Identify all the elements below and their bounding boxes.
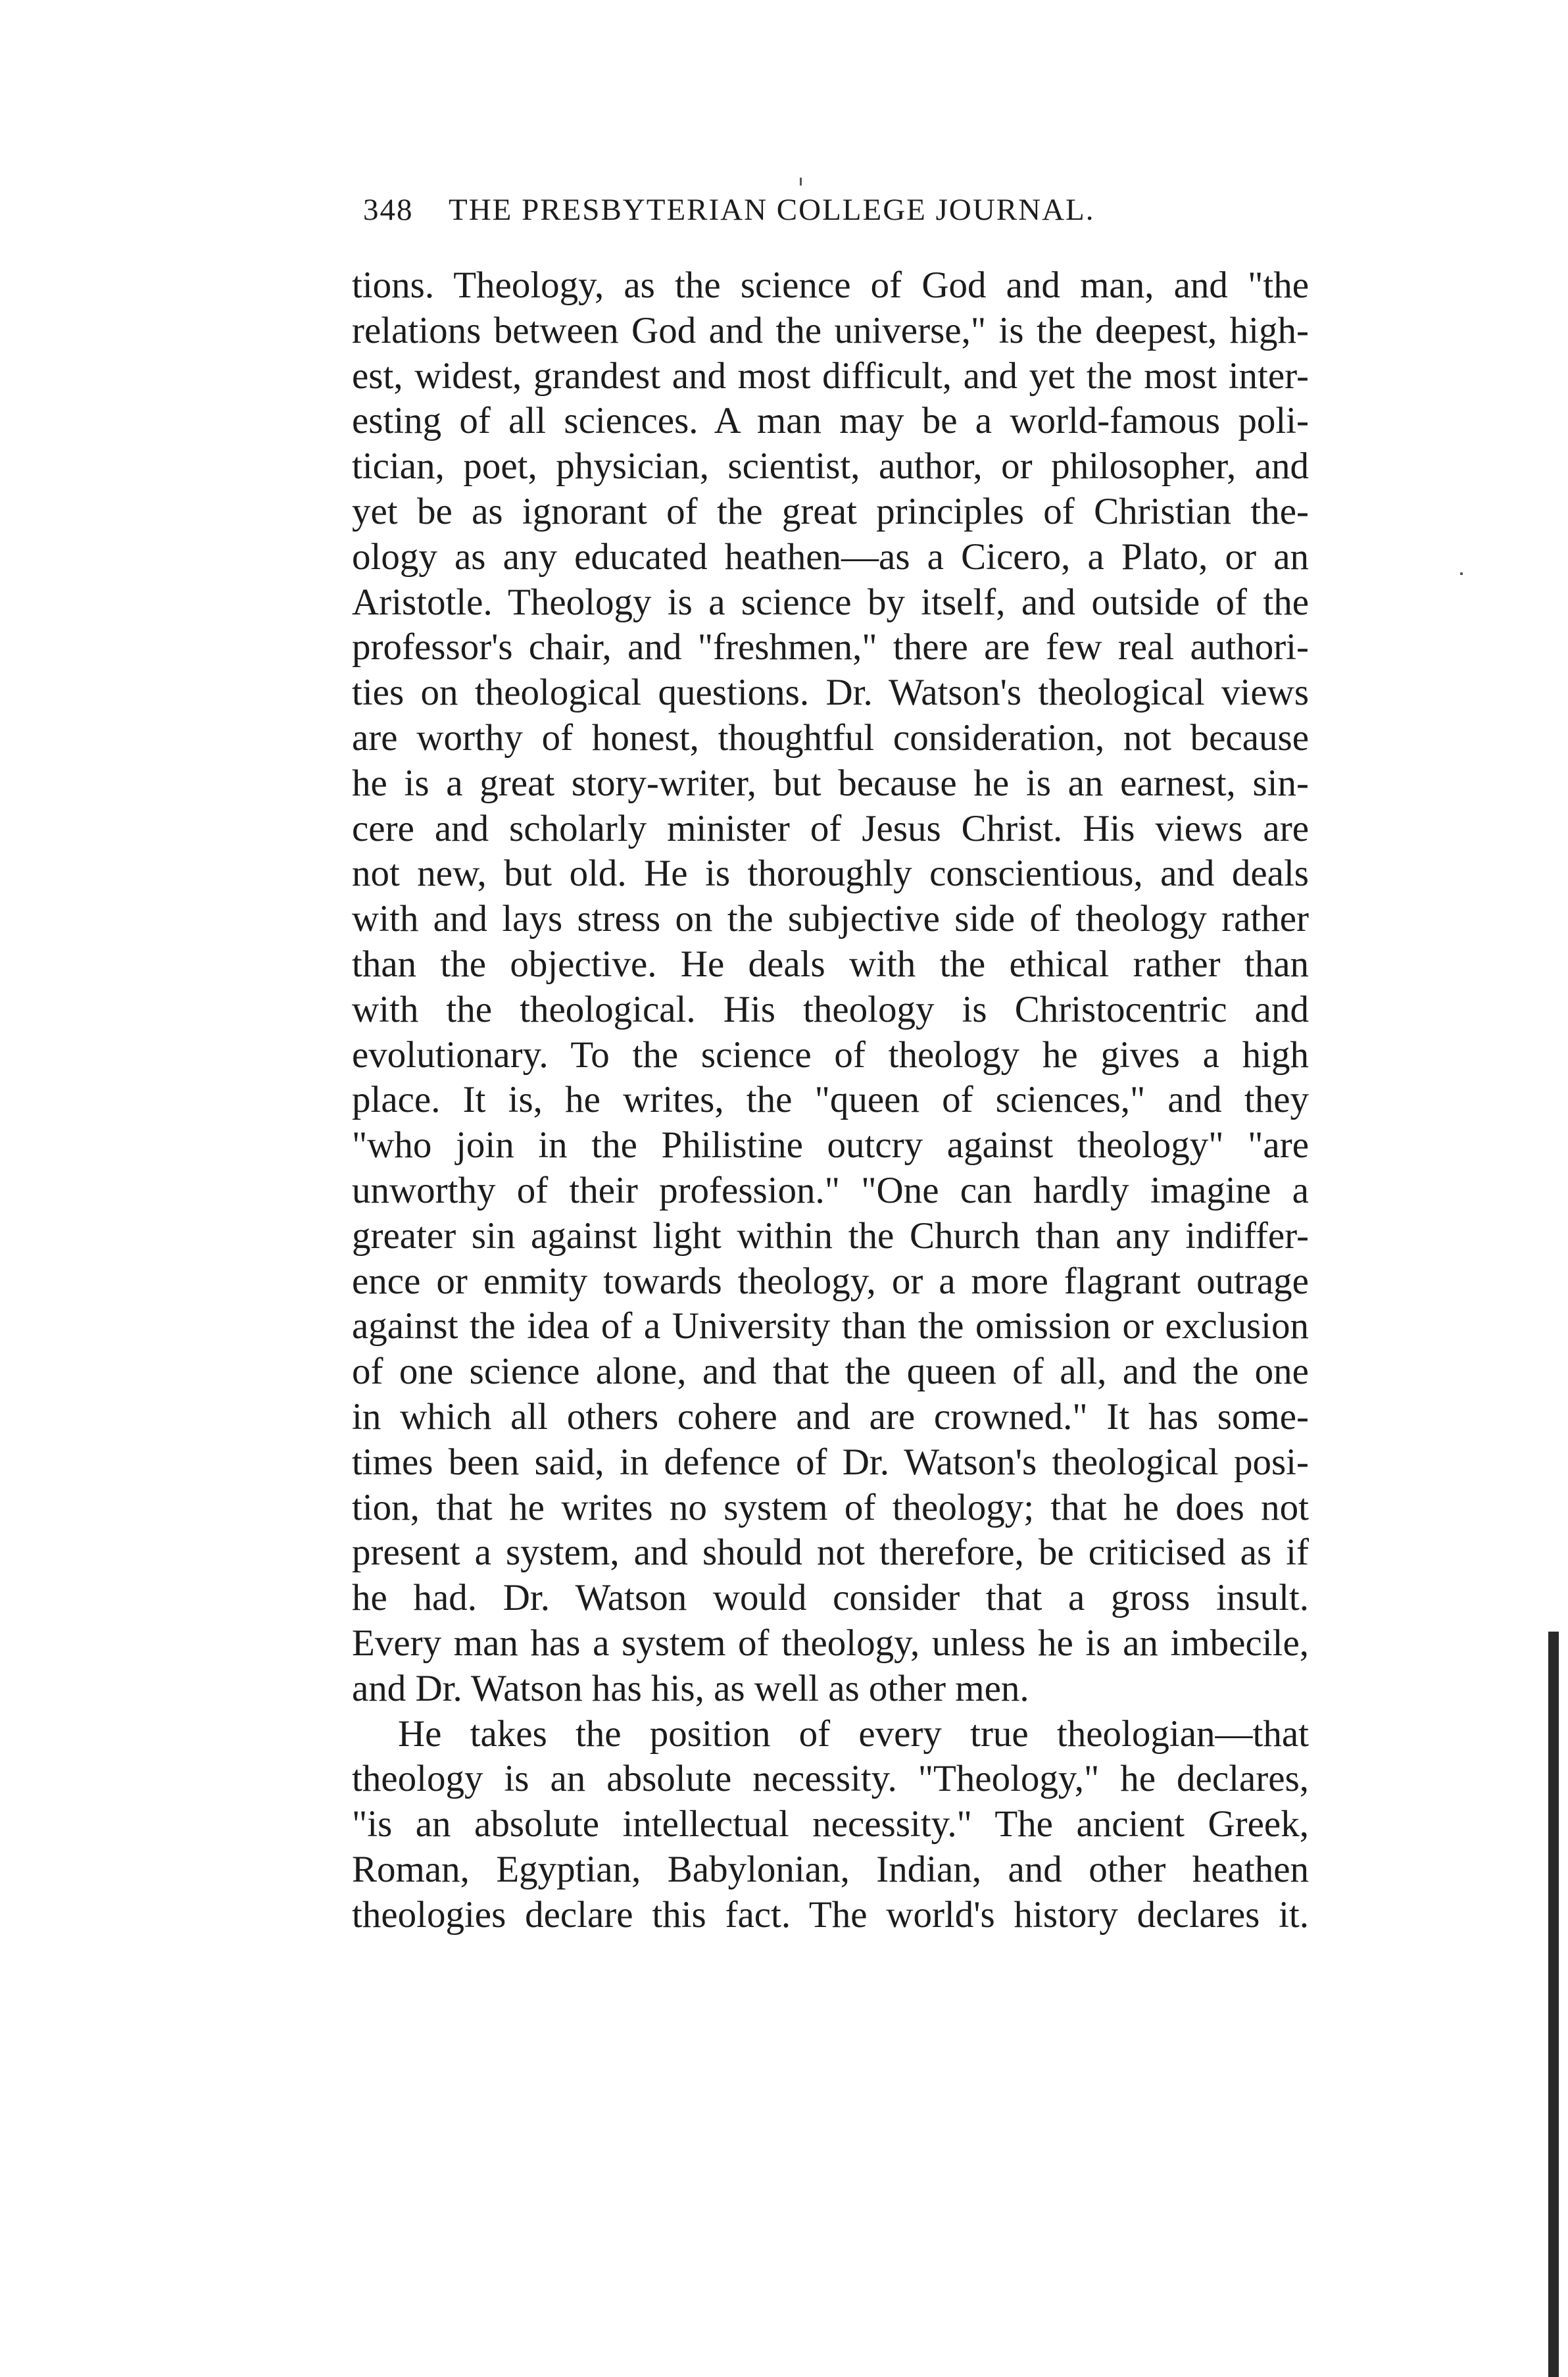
text-line: with the theological. His theology is Christocentric and (352, 988, 1309, 1030)
text-line: tions. Theology, as the science of God and man, and "the (352, 264, 1309, 306)
text-line: he is a great story-writer, but because he is an earnest, sin- (352, 762, 1309, 804)
text-line: times been said, in defence of Dr. Watson's theological posi- (352, 1441, 1309, 1483)
text-line: Every man has a system of theology, unless he is an imbecile, (352, 1622, 1309, 1664)
text-line: greater sin against light within the Church than any indiffer- (352, 1214, 1309, 1257)
text-line: yet be as ignorant of the great principles of Christian the- (352, 490, 1309, 532)
text-line: evolutionary. To the science of theology he gives a high (352, 1034, 1309, 1076)
text-line: present a system, and should not therefore, be criticised as if (352, 1532, 1309, 1574)
text-line: tician, poet, physician, scientist, author, or philosopher, and (352, 445, 1309, 488)
text-line: professor's chair, and "freshmen," there are few real authori- (352, 626, 1309, 668)
text-line: theologies declare this fact. The world's history declares it. (352, 1893, 1309, 1936)
paragraph-start-line: He takes the position of every true theologian—that (398, 1713, 1309, 1755)
text-line: against the idea of a University than the omission or exclusion (352, 1305, 1309, 1347)
text-line: est, widest, grandest and most difficult, and yet the most inter- (352, 355, 1309, 397)
print-mark (800, 178, 802, 186)
text-line: ties on theological questions. Dr. Watson's theological views (352, 672, 1309, 714)
text-line: cere and scholarly minister of Jesus Christ. His views are (352, 807, 1309, 849)
text-line: he had. Dr. Watson would consider that a gross insult. (352, 1577, 1309, 1619)
text-line: with and lays stress on the subjective side of theology rather (352, 898, 1309, 940)
text-line: theology is an absolute necessity. "Theology," he declares, (352, 1758, 1309, 1800)
text-line: than the objective. He deals with the ethical rather than (352, 943, 1309, 985)
page-number: 348 (363, 193, 414, 227)
text-line: "who join in the Philistine outcry against theology" "are (352, 1124, 1309, 1166)
text-line: tion, that he writes no system of theology; that he does not (352, 1486, 1309, 1528)
body-text (352, 263, 1309, 1938)
paragraph-end-line: and Dr. Watson has his, as well as other men. (352, 1667, 1029, 1709)
text-line: in which all others cohere and are crowned." It has some- (352, 1395, 1309, 1438)
text-line: are worthy of honest, thoughtful consideration, not because (352, 716, 1309, 759)
journal-title: THE PRESBYTERIAN COLLEGE JOURNAL. (449, 193, 1095, 227)
scan-edge-shadow (1548, 1632, 1559, 2377)
running-head (363, 192, 1310, 238)
print-speck (1460, 572, 1463, 575)
text-line: ence or enmity towards theology, or a more flagrant outrage (352, 1260, 1309, 1302)
text-line: unworthy of their profession." "One can hardly imagine a (352, 1169, 1309, 1211)
text-line: Roman, Egyptian, Babylonian, Indian, and other heathen (352, 1848, 1309, 1890)
text-line: of one science alone, and that the queen of all, and the one (352, 1351, 1309, 1393)
text-line: "is an absolute intellectual necessity." The ancient Greek, (352, 1803, 1309, 1845)
text-line: Aristotle. Theology is a science by itself, and outside of the (352, 581, 1309, 623)
text-line: ology as any educated heathen—as a Cicero, a Plato, or an (352, 536, 1309, 578)
text-line: esting of all sciences. A man may be a world-famous poli- (352, 400, 1309, 442)
text-line: relations between God and the universe," is the deepest, high- (352, 309, 1309, 351)
text-line: place. It is, he writes, the "queen of sciences," and they (352, 1079, 1309, 1121)
text-line: not new, but old. He is thoroughly conscientious, and deals (352, 853, 1309, 895)
